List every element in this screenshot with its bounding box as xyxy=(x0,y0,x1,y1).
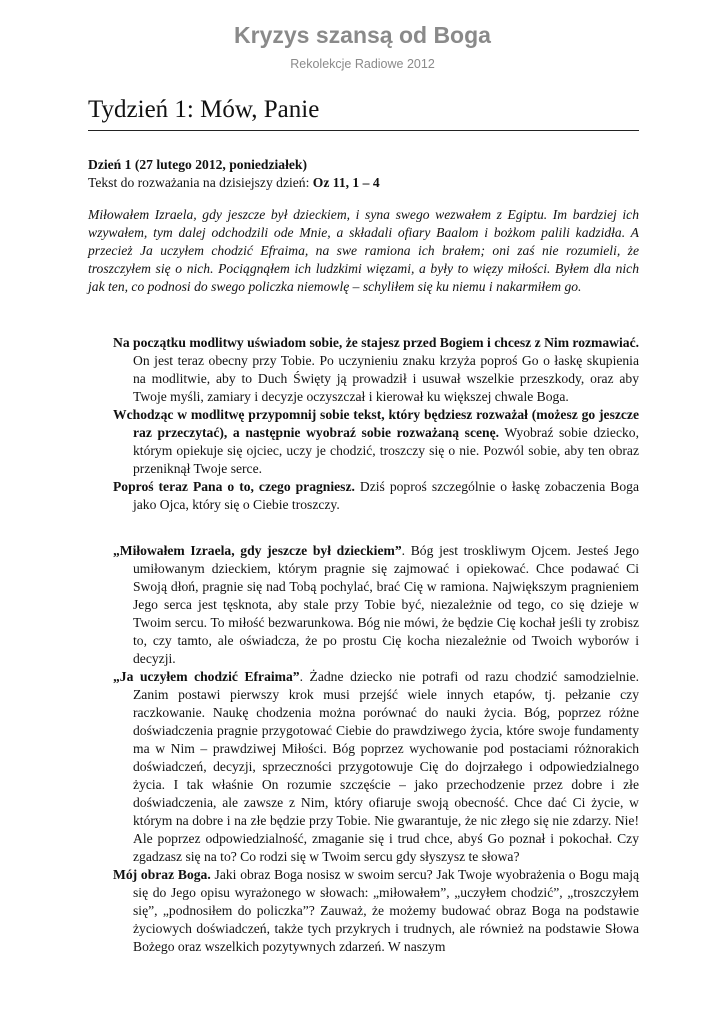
reflection-point-body: . Bóg jest troskliwym Ojcem. Jesteś Jego umiłowanym dzieckiem, którym pragnie się zajmować i opiekować. Chce podawać Ci Swoją dłoń, pragnie się nad Tobą pochylać, brać Cię w ramiona. Największym pragnieniem Jego serca jest tęsknota, aby stale przy Tobie być, niezależnie od tego, co się dzieje w Twoim sercu. To miłość bezwarunkowa. Bóg nie mówi, że będzie Cię kochał jeśli ty zrobisz to, czy tamto, ale oświadcza, że po prostu Cię kocha niezależnie od Twoich wyborów i decyzji. xyxy=(133,543,639,666)
reflection-point-lead: „Ja uczyłem chodzić Efraima” xyxy=(113,669,300,684)
reflection-point-lead: „Miłowałem Izraela, gdy jeszcze był dzieckiem” xyxy=(113,543,402,558)
reading-reference: Oz 11, 1 – 4 xyxy=(312,175,380,190)
reflection-point xyxy=(113,668,639,866)
prayer-point-body: On jest teraz obecny przy Tobie. Po uczynieniu znaku krzyża poproś Go o łaskę skupienia na modlitwie, aby to Duch Święty ją prowadził i usuwał wszelkie przeszkody, oraz aby Twoje myśli, zamiary i decyzje oczyszczał i kierował ku większej chwale Boga. xyxy=(133,353,639,404)
retreat-title: Kryzys szansą od Boga xyxy=(234,22,491,48)
prayer-point-body: Dziś poproś szczególnie o łaskę zobaczenia Boga jako Ojca, który się o Ciebie troszczy. xyxy=(133,479,639,512)
scripture-passage: Miłowałem Izraela, gdy jeszcze był dzieckiem, i syna swego wezwałem z Egiptu. Im bardziej ich wzywałem, tym dalej odchodzili ode Mnie, a składali ofiary Baalom i bożkom palili kadzidła. A przecież Ja uczyłem chodzić Efraima, na swe ramiona ich brałem; oni zaś nie rozumieli, że troszczyłem się o nich. Pociągnąłem ich ludzkimi więzami, a były to więzy miłości. Byłem dla nich jak ten, co podnosi do swego policzka niemowlę – schyliłem się ku niemu i nakarmiłem go. xyxy=(88,207,639,294)
prayer-point-lead: Poproś teraz Pana o to, czego pragniesz. xyxy=(113,479,355,494)
reflection-point xyxy=(113,866,639,956)
reflection-points xyxy=(113,542,639,956)
prayer-point-lead: Wchodząc w modlitwę przypomnij sobie tekst, który będziesz rozważał (możesz go jeszcze raz przeczytać), a następnie wyobraź sobie rozważaną scenę. xyxy=(113,407,639,440)
prayer-point xyxy=(113,406,639,478)
week-title: Tydzień 1: Mów, Panie xyxy=(88,96,320,123)
reading-label: Tekst do rozważania na dzisiejszy dzień: xyxy=(88,175,310,190)
prayer-points xyxy=(113,334,639,514)
prayer-point-lead: Na początku modlitwy uświadom sobie, że stajesz przed Bogiem i chcesz z Nim rozmawiać. xyxy=(113,335,639,350)
title-divider xyxy=(88,130,639,131)
retreat-subtitle: Rekolekcje Radiowe 2012 xyxy=(290,57,435,71)
reflection-point xyxy=(113,542,639,668)
reading-line xyxy=(88,174,639,192)
day-info xyxy=(88,156,639,192)
prayer-point xyxy=(113,478,639,514)
reflection-point-body: Jaki obraz Boga nosisz w swoim sercu? Jak Twoje wyobrażenia o Bogu mają się do Jego opisu wyrażonego w słowach: „miłowałem”, „uczyłem chodzić”, „troszczyłem się”, „podnosiłem do policzka”? Zauważ, że możemy budować obraz Boga na podstawie życiowych doświadczeń, także tych przykrych i trudnych, ale również na podstawie Słowa Bożego oraz wszelkich pozytywnych zdarzeń. W naszym xyxy=(133,867,640,954)
reflection-point-lead: Mój obraz Boga. xyxy=(113,867,211,882)
prayer-point xyxy=(113,334,639,406)
day-heading: Dzień 1 (27 lutego 2012, poniedziałek) xyxy=(88,157,308,172)
reflection-point-body: . Żadne dziecko nie potrafi od razu chodzić samodzielnie. Zanim postawi pierwszy krok musi przejść wiele innych etapów, tj. pełzanie czy raczkowanie. Naukę chodzenia można porównać do nauki życia. Bóg, poprzez różne doświadczenia pragnie przygotować Ciebie do prawdziwego życia, które swoje fundamenty ma w Nim – prawdziwej Miłości. Bóg poprzez wychowanie pod postaciami różnorakich doświadczeń, decyzji, sprzeczności przygotowuje Cię do dojrzałego i odpowiedzialnego życia. I tak właśnie On rozumie szczęście – jako przechodzenie przez dobre i złe doświadczenia, ale zawsze z Nim, który ofiaruje swoją obecność. Chce dać Ci życie, w którym na dobre i na złe będzie przy Tobie. Nie gwarantuje, że nic złego się nie zdarzy. Nie! Ale poprzez odpowiedzialność, zmaganie się i trud chce, abyś Go poznał i pokochał. Czy zgadzasz się na to? Co rodzi się w Twoim sercu gdy słyszysz te słowa? xyxy=(133,669,639,864)
prayer-point-body: Wyobraź sobie dziecko, którym opiekuje się ojciec, uczy je chodzić, troszczy się o nie. Pozwól sobie, aby ten obraz przeniknął Twoje serce. xyxy=(133,425,639,476)
